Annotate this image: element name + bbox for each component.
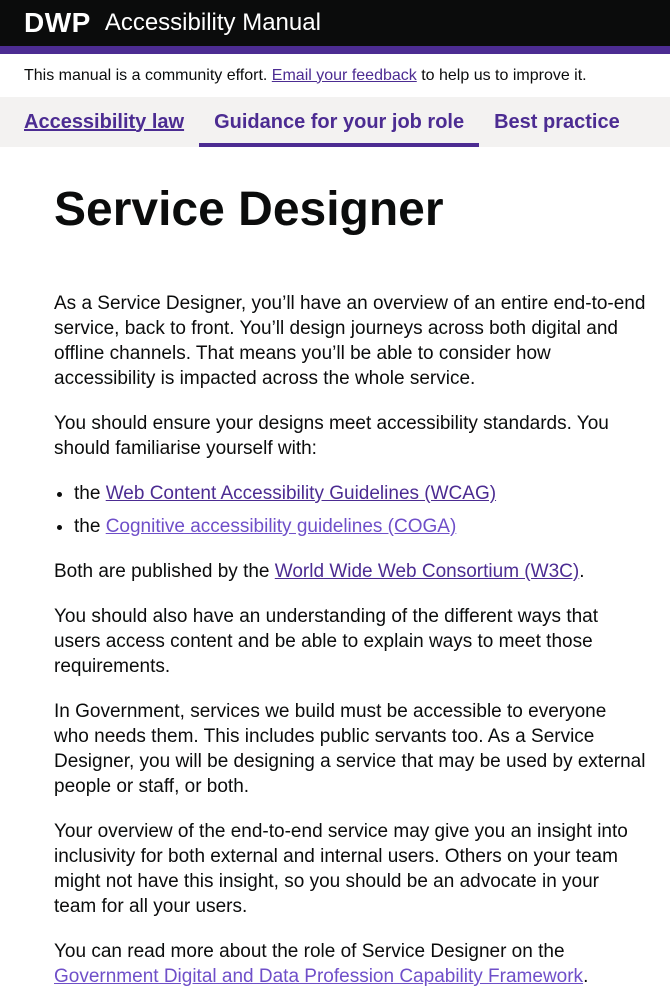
nav-best-practice[interactable]: Best practice	[494, 110, 620, 133]
list-item	[74, 514, 646, 539]
feedback-banner	[0, 54, 670, 97]
overview-paragraph: Your overview of the end-to-end service may give you an insight into inclusivity for both external and internal users. Others on your team might not have this insight, so you should be an advocate in your team for all your users.	[54, 821, 628, 917]
page-title: Service Designer	[54, 183, 444, 236]
nav-guidance-job-role[interactable]: Guidance for your job role	[199, 97, 479, 147]
list-item	[74, 481, 646, 506]
main-content	[0, 183, 670, 989]
banner-prefix: This manual is a community effort.	[24, 66, 272, 84]
coga-link[interactable]: Cognitive accessibility guidelines (COGA)	[105, 516, 457, 537]
w3c-prefix: Both are published by the	[54, 561, 275, 582]
list-item-prefix: the	[74, 516, 106, 537]
main-navigation	[0, 97, 670, 147]
site-header	[0, 0, 670, 54]
standards-paragraph: You should ensure your designs meet accessibility standards. You should familiarise yourself with:	[54, 413, 609, 459]
email-feedback-link[interactable]: Email your feedback	[271, 66, 417, 84]
w3c-link[interactable]: World Wide Web Consortium (W3C)	[274, 561, 580, 582]
guidelines-list	[54, 481, 646, 539]
w3c-paragraph	[54, 559, 646, 584]
framework-suffix: .	[583, 966, 589, 987]
capability-framework-link[interactable]: Government Digital and Data Profession Capability Framework	[54, 966, 584, 987]
framework-paragraph	[54, 939, 646, 989]
framework-prefix: You can read more about the role of Service Designer on the	[54, 941, 565, 962]
list-item-prefix: the	[74, 483, 106, 504]
dwp-logo[interactable]: DWP	[24, 7, 91, 38]
government-paragraph: In Government, services we build must be accessible to everyone who needs them. This includes public servants too. As a Service Designer, you will be designing a service that may be used by external people or staff, or both.	[54, 701, 646, 797]
w3c-suffix: .	[579, 561, 585, 582]
understanding-paragraph: You should also have an understanding of the different ways that users access content and be able to explain ways to meet those requirements.	[54, 606, 599, 677]
nav-accessibility-law[interactable]: Accessibility law	[24, 110, 185, 133]
site-title[interactable]: Accessibility Manual	[104, 9, 321, 36]
banner-suffix: to help us to improve it.	[416, 66, 587, 84]
wcag-link[interactable]: Web Content Accessibility Guidelines (WCAG)	[105, 483, 497, 504]
intro-paragraph: As a Service Designer, you’ll have an overview of an entire end-to-end service, back to front. You’ll design journeys across both digital and offline channels. That means you’ll be able to consider how accessibility is impacted across the whole service.	[54, 293, 646, 389]
